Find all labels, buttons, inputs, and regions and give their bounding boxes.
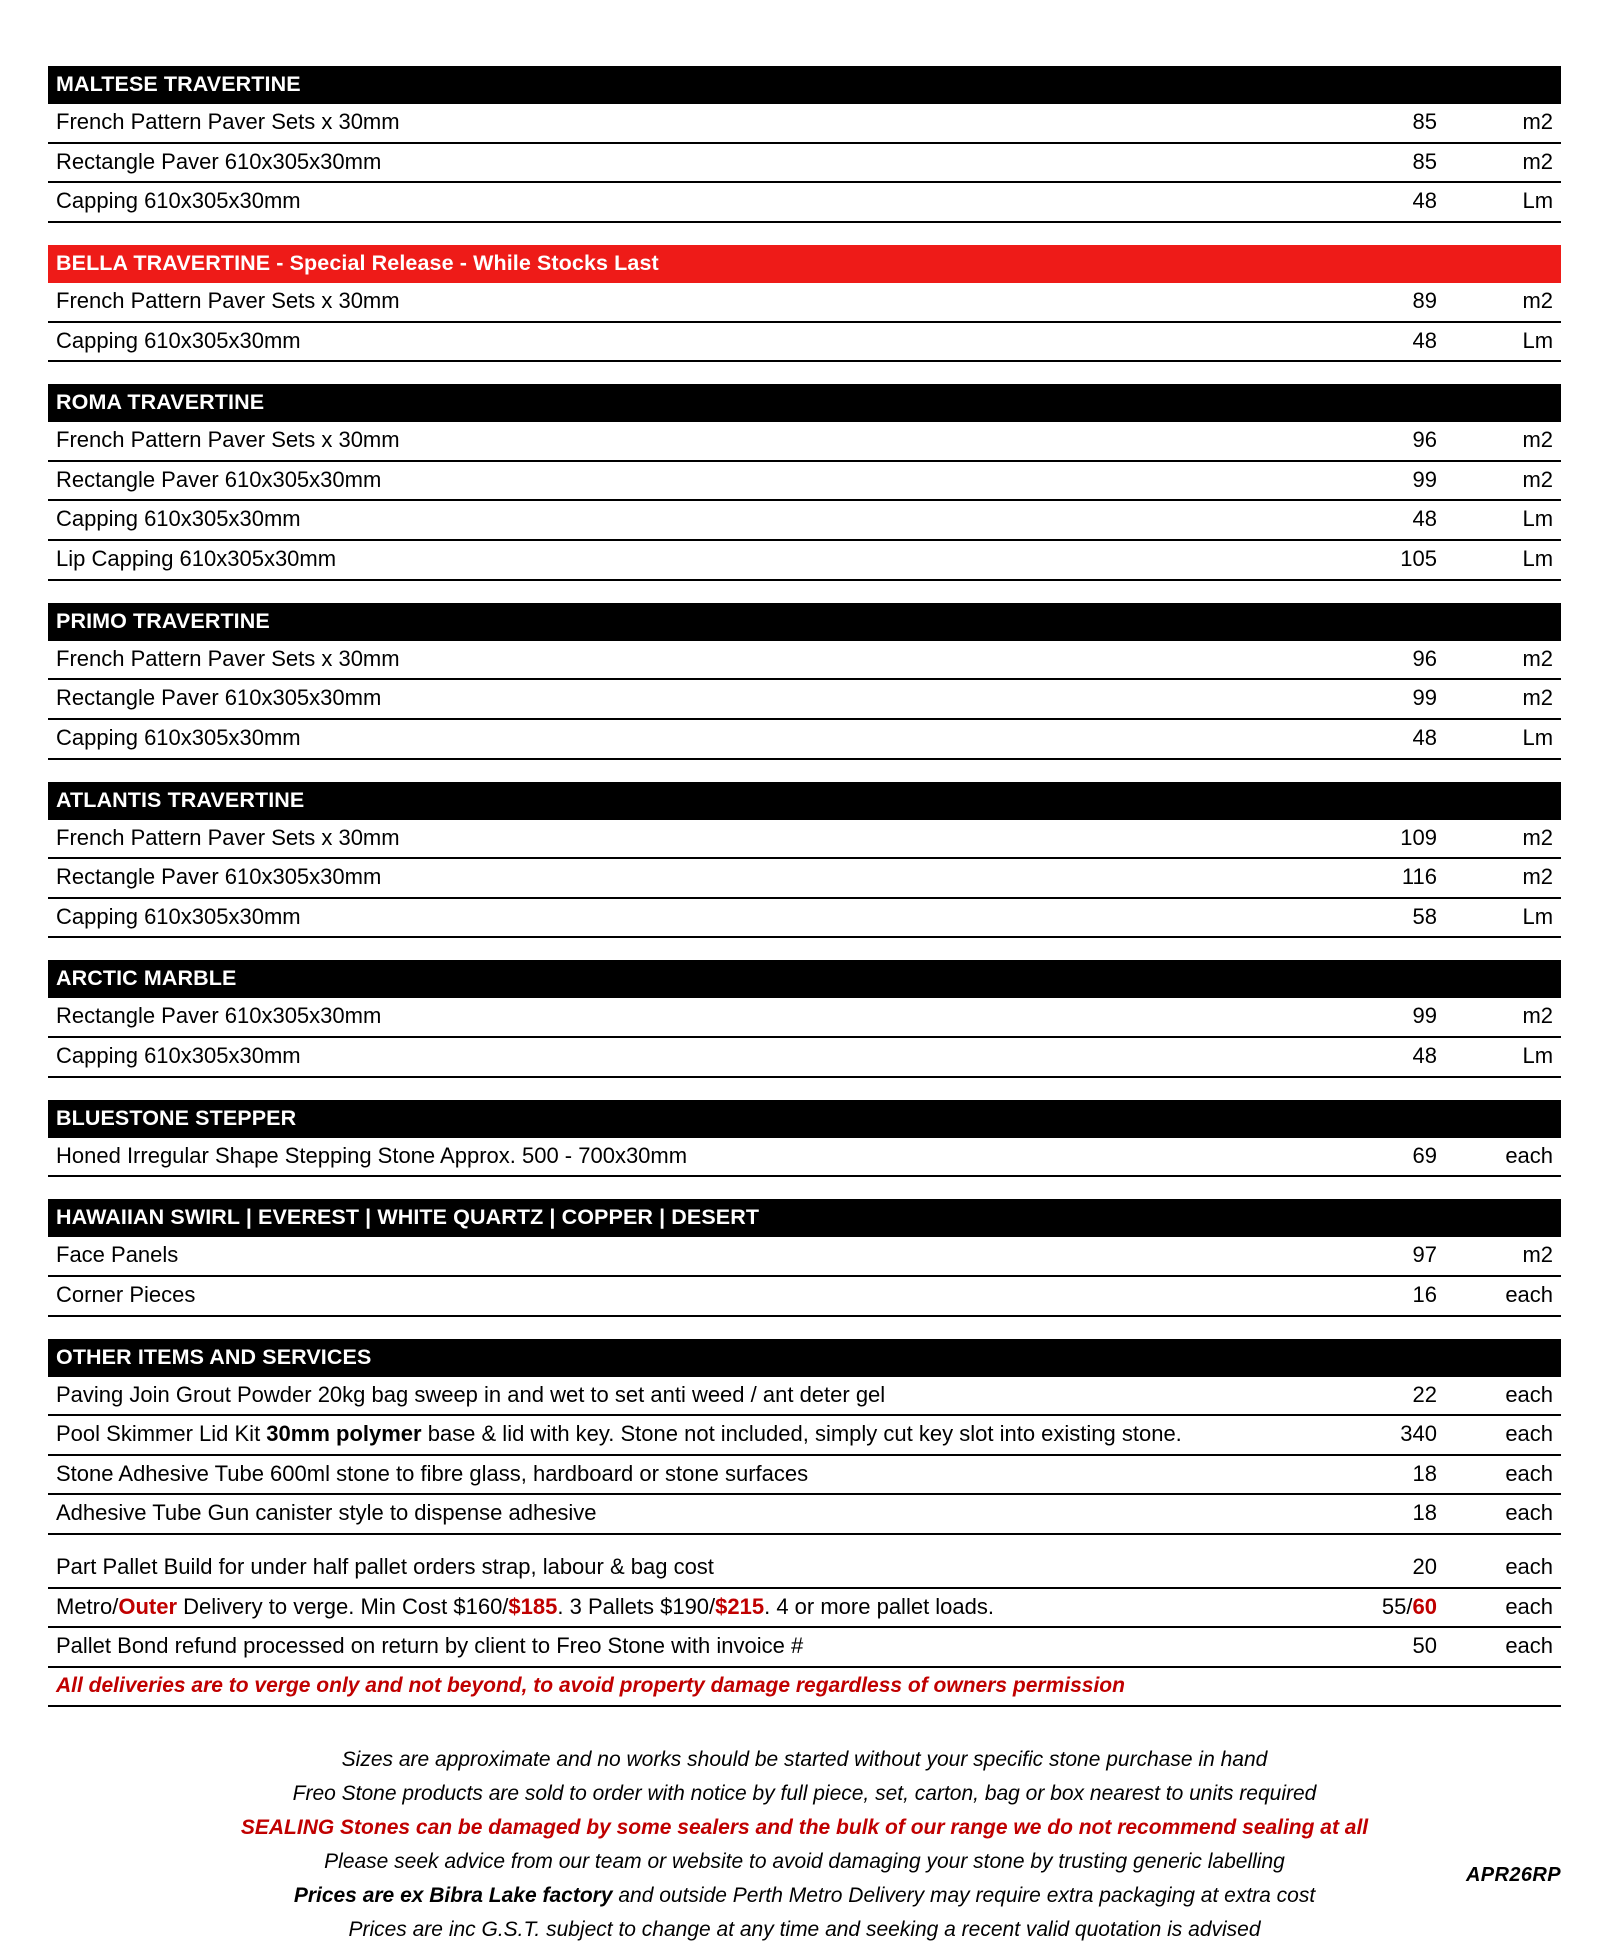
item-price: 58 (1320, 898, 1459, 938)
item-description: Honed Irregular Shape Stepping Stone Approx. 500 - 700x30mm (48, 1138, 1320, 1177)
table-row (48, 283, 1561, 322)
item-description: Capping 610x305x30mm (48, 1037, 1320, 1077)
item-description: Corner Pieces (48, 1276, 1320, 1316)
item-price: 85 (1320, 143, 1459, 183)
section-spacer (48, 1316, 1561, 1339)
section-spacer (48, 1176, 1561, 1199)
table-row (48, 104, 1561, 143)
document-code: APR26RP (1465, 1864, 1561, 1886)
item-description (48, 1549, 1320, 1588)
text-run: and outside Perth Metro Delivery may require extra packaging at extra cost (612, 1884, 1316, 1908)
item-unit: each (1459, 1549, 1561, 1588)
item-unit: each (1459, 1138, 1561, 1177)
table-row (48, 500, 1561, 540)
item-price (1320, 1627, 1459, 1667)
item-description: Rectangle Paver 610x305x30mm (48, 461, 1320, 501)
spacer-cell (48, 1316, 1561, 1339)
item-description: Capping 610x305x30mm (48, 500, 1320, 540)
text-run: 18 (1412, 1500, 1437, 1526)
item-description: Capping 610x305x30mm (48, 182, 1320, 222)
footer-disclaimer (48, 1743, 1561, 1947)
table-row (48, 143, 1561, 183)
item-description: Lip Capping 610x305x30mm (48, 540, 1320, 580)
delivery-warning-row (48, 1667, 1561, 1706)
spacer-cell (48, 1077, 1561, 1100)
section-title: ROMA TRAVERTINE (48, 384, 1561, 422)
item-unit: m2 (1459, 422, 1561, 461)
item-description: Face Panels (48, 1237, 1320, 1276)
item-price (1320, 1455, 1459, 1495)
spacer-cell (48, 580, 1561, 603)
item-unit: Lm (1459, 182, 1561, 222)
table-row (48, 1455, 1561, 1495)
item-price: 99 (1320, 461, 1459, 501)
table-row (48, 322, 1561, 362)
item-price: 96 (1320, 641, 1459, 680)
item-unit: m2 (1459, 679, 1561, 719)
text-run: 340 (1400, 1421, 1437, 1447)
section-spacer (48, 1077, 1561, 1100)
item-description (48, 1627, 1320, 1667)
item-price: 48 (1320, 322, 1459, 362)
table-row (48, 1276, 1561, 1316)
text-run: . 4 or more pallet loads. (764, 1593, 995, 1619)
section-title: BLUESTONE STEPPER (48, 1100, 1561, 1138)
text-run: $185 (508, 1593, 558, 1619)
item-description (48, 1377, 1320, 1416)
section-spacer (48, 937, 1561, 960)
item-unit: each (1459, 1276, 1561, 1316)
footer-line-2 (48, 1777, 1561, 1811)
section-spacer (48, 759, 1561, 782)
text-run: Stone Adhesive Tube 600ml stone to fibre glass, hardboard or stone surfaces (56, 1460, 809, 1486)
table-row (48, 540, 1561, 580)
item-description: French Pattern Paver Sets x 30mm (48, 641, 1320, 680)
item-description: Rectangle Paver 610x305x30mm (48, 679, 1320, 719)
table-row (48, 898, 1561, 938)
item-unit: m2 (1459, 143, 1561, 183)
section-header-arctic-marble (48, 960, 1561, 998)
section-header-primo-travertine (48, 603, 1561, 641)
section-title: ATLANTIS TRAVERTINE (48, 782, 1561, 820)
table-row (48, 1588, 1561, 1628)
item-price (1320, 1549, 1459, 1588)
item-price (1320, 1377, 1459, 1416)
item-unit: Lm (1459, 500, 1561, 540)
section-title: HAWAIIAN SWIRL | EVEREST | WHITE QUARTZ | COPPER | DESERT (48, 1199, 1561, 1237)
item-unit: m2 (1459, 1237, 1561, 1276)
item-unit: each (1459, 1455, 1561, 1495)
text-run: Freo Stone products are sold to order with notice by full piece, set, carton, bag or box nearest to units required (292, 1782, 1317, 1806)
table-row (48, 858, 1561, 898)
item-unit: m2 (1459, 858, 1561, 898)
delivery-warning-text: All deliveries are to verge only and not beyond, to avoid property damage regardless of owners permission (48, 1667, 1561, 1706)
item-description: Capping 610x305x30mm (48, 322, 1320, 362)
item-price: 85 (1320, 104, 1459, 143)
item-unit: m2 (1459, 461, 1561, 501)
section-title: OTHER ITEMS AND SERVICES (48, 1339, 1561, 1377)
section-header-roma-travertine (48, 384, 1561, 422)
text-run: Adhesive Tube Gun canister style to dispense adhesive (56, 1500, 597, 1526)
section-header-other-items (48, 1339, 1561, 1377)
item-description: Rectangle Paver 610x305x30mm (48, 998, 1320, 1037)
table-row (48, 422, 1561, 461)
text-run: Outer (118, 1593, 178, 1619)
item-description (48, 1455, 1320, 1495)
table-row (48, 1037, 1561, 1077)
item-price (1320, 1415, 1459, 1455)
text-run: 60 (1412, 1593, 1437, 1619)
section-header-panel-range (48, 1199, 1561, 1237)
table-row (48, 998, 1561, 1037)
item-price: 96 (1320, 422, 1459, 461)
spacer-cell (48, 1176, 1561, 1199)
text-run: Prices are inc G.S.T. subject to change at any time and seeking a recent valid quotation is advised (348, 1918, 1261, 1942)
footer-line-5 (48, 1879, 1561, 1913)
text-run: 22 (1412, 1381, 1437, 1407)
spacer-cell (48, 361, 1561, 384)
table-row (48, 1377, 1561, 1416)
item-description: Capping 610x305x30mm (48, 719, 1320, 759)
text-run: Part Pallet Build for under half pallet orders strap, labour & bag cost (56, 1554, 714, 1579)
item-price: 48 (1320, 719, 1459, 759)
item-price: 99 (1320, 679, 1459, 719)
table-row (48, 1415, 1561, 1455)
item-unit: Lm (1459, 719, 1561, 759)
item-unit: m2 (1459, 283, 1561, 322)
section-title: PRIMO TRAVERTINE (48, 603, 1561, 641)
item-description (48, 1415, 1320, 1455)
item-unit: each (1459, 1494, 1561, 1534)
section-header-bluestone-stepper (48, 1100, 1561, 1138)
text-run: Pool Skimmer Lid Kit (56, 1421, 267, 1447)
spacer-cell (48, 937, 1561, 960)
item-unit: m2 (1459, 820, 1561, 859)
text-run: $215 (715, 1593, 765, 1619)
item-price (1320, 1494, 1459, 1534)
item-price: 48 (1320, 182, 1459, 222)
table-row (48, 1627, 1561, 1667)
text-run: Prices are ex Bibra Lake factory (293, 1884, 613, 1908)
table-row (48, 1237, 1561, 1276)
section-header-maltese-travertine (48, 66, 1561, 104)
text-run: Sizes are approximate and no works should be started without your specific stone purchase in hand (341, 1748, 1268, 1772)
section-spacer (48, 222, 1561, 245)
item-price: 69 (1320, 1138, 1459, 1177)
table-row (48, 679, 1561, 719)
footer-line-3 (48, 1811, 1561, 1845)
item-price: 48 (1320, 500, 1459, 540)
table-row (48, 1494, 1561, 1534)
spacer-cell (48, 1534, 1561, 1549)
price-list-body (48, 66, 1561, 1706)
item-description (48, 1494, 1320, 1534)
section-title: MALTESE TRAVERTINE (48, 66, 1561, 104)
section-title: ARCTIC MARBLE (48, 960, 1561, 998)
item-unit: Lm (1459, 898, 1561, 938)
footer-line-4 (48, 1845, 1561, 1879)
item-description: French Pattern Paver Sets x 30mm (48, 422, 1320, 461)
section-spacer (48, 580, 1561, 603)
item-unit: Lm (1459, 1037, 1561, 1077)
text-run: 30mm polymer (266, 1421, 422, 1447)
text-run: 20 (1412, 1554, 1437, 1579)
table-row (48, 641, 1561, 680)
spacer-cell (48, 222, 1561, 245)
item-unit: Lm (1459, 540, 1561, 580)
table-row (48, 1138, 1561, 1177)
text-run: 55/ (1381, 1593, 1413, 1619)
table-row (48, 182, 1561, 222)
item-price: 105 (1320, 540, 1459, 580)
item-unit: Lm (1459, 322, 1561, 362)
section-spacer (48, 361, 1561, 384)
text-run: Pallet Bond refund processed on return by client to Freo Stone with invoice # (56, 1633, 804, 1659)
item-unit: m2 (1459, 641, 1561, 680)
section-header-atlantis-travertine (48, 782, 1561, 820)
item-description: French Pattern Paver Sets x 30mm (48, 283, 1320, 322)
item-description (48, 1588, 1320, 1628)
item-unit: m2 (1459, 998, 1561, 1037)
section-spacer (48, 1534, 1561, 1549)
text-run: . 3 Pallets $190/ (557, 1593, 716, 1619)
item-price: 109 (1320, 820, 1459, 859)
item-description: Rectangle Paver 610x305x30mm (48, 143, 1320, 183)
footer-line-6 (48, 1913, 1561, 1947)
text-run: 18 (1412, 1460, 1437, 1486)
item-unit: each (1459, 1627, 1561, 1667)
table-row (48, 461, 1561, 501)
item-description: French Pattern Paver Sets x 30mm (48, 104, 1320, 143)
table-row (48, 820, 1561, 859)
item-unit: each (1459, 1415, 1561, 1455)
item-price: 97 (1320, 1237, 1459, 1276)
text-run: Metro/ (56, 1593, 119, 1619)
item-description: French Pattern Paver Sets x 30mm (48, 820, 1320, 859)
item-price: 89 (1320, 283, 1459, 322)
item-unit: m2 (1459, 104, 1561, 143)
item-unit: each (1459, 1588, 1561, 1628)
item-price: 99 (1320, 998, 1459, 1037)
text-run: Please seek advice from our team or website to avoid damaging your stone by trusting generic labelling (324, 1850, 1285, 1874)
item-price: 16 (1320, 1276, 1459, 1316)
spacer-cell (48, 759, 1561, 782)
text-run: base & lid with key. Stone not included, simply cut key slot into existing stone. (421, 1421, 1182, 1447)
item-price: 48 (1320, 1037, 1459, 1077)
section-header-bella-travertine (48, 245, 1561, 283)
item-unit: each (1459, 1377, 1561, 1416)
text-run: Paving Join Grout Powder 20kg bag sweep in and wet to set anti weed / ant deter gel (56, 1381, 886, 1407)
text-run: SEALING Stones can be damaged by some sealers and the bulk of our range we do not recommend sealing at all (240, 1816, 1369, 1840)
item-price (1320, 1588, 1459, 1628)
item-description: Rectangle Paver 610x305x30mm (48, 858, 1320, 898)
text-run: 50 (1412, 1633, 1437, 1659)
item-price: 116 (1320, 858, 1459, 898)
footer-line-1 (48, 1743, 1561, 1777)
item-description: Capping 610x305x30mm (48, 898, 1320, 938)
table-row (48, 719, 1561, 759)
table-row (48, 1549, 1561, 1588)
section-title: BELLA TRAVERTINE - Special Release - While Stocks Last (48, 245, 1561, 283)
price-list-table (48, 66, 1561, 1707)
text-run: Delivery to verge. Min Cost $160/ (177, 1593, 509, 1619)
